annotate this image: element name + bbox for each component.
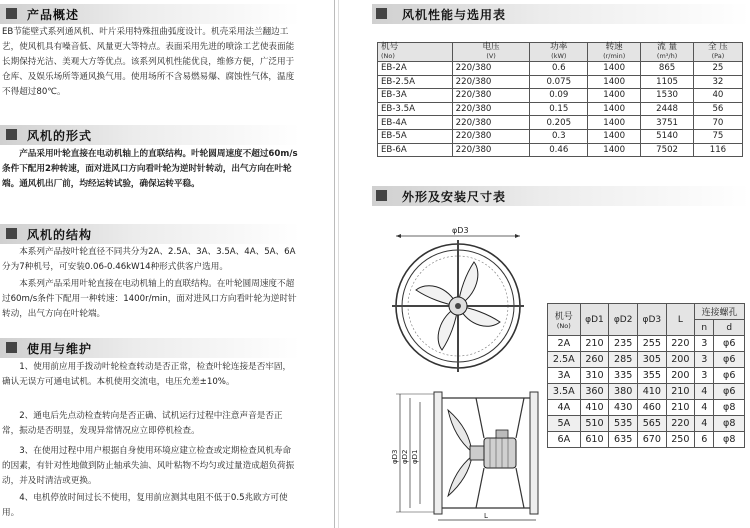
table-row: [548, 416, 745, 432]
table-cell: 355: [638, 368, 667, 384]
table-cell: 410: [638, 384, 667, 400]
table-row: [548, 384, 745, 400]
table-cell: 4A: [548, 400, 581, 416]
table-cell: 3: [695, 336, 714, 352]
table-cell: 3.5A: [548, 384, 581, 400]
table-cell: 7502: [641, 143, 694, 157]
table-cell: 200: [666, 352, 694, 368]
table-cell: 0.09: [530, 89, 588, 103]
table-cell: 6A: [548, 432, 581, 448]
table-row: [378, 102, 743, 116]
header-cell: 电压 (V): [452, 43, 530, 62]
section-title: 风机的结构: [27, 228, 93, 242]
table-cell: 260: [580, 352, 609, 368]
section-header-performance: [372, 4, 750, 24]
table-cell: φ6: [714, 336, 745, 352]
table-cell: 1400: [588, 143, 641, 157]
fan-side-view-diagram: [386, 380, 550, 526]
table-cell: 56: [693, 102, 742, 116]
table-cell: 0.075: [530, 75, 588, 89]
table-cell: 4: [695, 400, 714, 416]
table-cell: 2A: [548, 336, 581, 352]
table-cell: 1530: [641, 89, 694, 103]
table-cell: 635: [609, 432, 638, 448]
table-cell: φ6: [714, 368, 745, 384]
table-cell: 220/380: [452, 89, 530, 103]
section-header-structure: [0, 224, 300, 244]
section-title: 风机性能与选用表: [402, 8, 507, 22]
table-cell: 3: [695, 352, 714, 368]
table-cell: 1400: [588, 116, 641, 130]
table-cell: 220/380: [452, 102, 530, 116]
table-cell: 235: [609, 336, 638, 352]
table-row: [378, 143, 743, 157]
column-divider: [334, 0, 335, 528]
table-cell: 865: [641, 62, 694, 76]
table-cell: EB-2.5A: [378, 75, 453, 89]
form-paragraph: 产品采用叶轮直接在电动机轴上的直联结构。叶轮圆周速度不超过60m/s条件下配用2种转速，面对进风口方向看叶轮为逆时针转动，出气方向在叶轮端。通风机出厂前，均经运转试验，确保运转平稳。: [2, 149, 298, 189]
table-cell: 2448: [641, 102, 694, 116]
table-cell: 220/380: [452, 75, 530, 89]
table-cell: EB-2A: [378, 62, 453, 76]
header-cell: φD2: [609, 304, 638, 336]
section-header-dimensions: [372, 186, 750, 206]
table-cell: 430: [609, 400, 638, 416]
header-cell: L: [666, 304, 694, 336]
table-cell: EB-5A: [378, 129, 453, 143]
header-cell: n: [695, 320, 714, 336]
table-cell: 5A: [548, 416, 581, 432]
table-cell: 116: [693, 143, 742, 157]
table-cell: φ6: [714, 352, 745, 368]
maintenance-item-1: 1、使用前应用手拨动叶轮检查转动是否正常，检查叶轮连接是否牢固，确认无误方可通电试机。本机使用交流电，电压允差±10%。: [2, 362, 292, 387]
table-row: [378, 89, 743, 103]
d2-label: φD2: [401, 449, 409, 464]
table-cell: 70: [693, 116, 742, 130]
table-row: [548, 400, 745, 416]
table-cell: 6: [695, 432, 714, 448]
header-cell: φD1: [580, 304, 609, 336]
section-header-overview: [0, 4, 300, 24]
section-title: 风机的形式: [27, 129, 93, 143]
table-cell: 220/380: [452, 116, 530, 130]
header-cell: φD3: [638, 304, 667, 336]
section-title: 外形及安装尺寸表: [402, 190, 507, 204]
table-cell: 200: [666, 368, 694, 384]
table-cell: 220: [666, 336, 694, 352]
square-bullet-icon: [6, 8, 17, 19]
table-cell: 1400: [588, 102, 641, 116]
table-cell: 335: [609, 368, 638, 384]
dimension-header-row: [548, 304, 745, 320]
header-cell: 连接螺孔: [695, 304, 745, 320]
left-column: [0, 0, 300, 528]
section-title: 产品概述: [27, 8, 80, 22]
table-cell: 3: [695, 368, 714, 384]
table-cell: 75: [693, 129, 742, 143]
table-cell: 210: [666, 400, 694, 416]
table-cell: φ6: [714, 384, 745, 400]
table-cell: 40: [693, 89, 742, 103]
square-bullet-icon: [376, 8, 387, 19]
d3-top-label: φD3: [452, 226, 469, 235]
table-cell: 3A: [548, 368, 581, 384]
table-cell: 25: [693, 62, 742, 76]
right-column: [372, 0, 750, 528]
table-row: [548, 352, 745, 368]
table-cell: 210: [666, 384, 694, 400]
table-row: [548, 432, 745, 448]
table-cell: 250: [666, 432, 694, 448]
table-cell: φ8: [714, 432, 745, 448]
header-cell: 机号 (No): [378, 43, 453, 62]
d3-label: φD3: [391, 449, 399, 464]
table-cell: 32: [693, 75, 742, 89]
table-cell: 4: [695, 416, 714, 432]
table-cell: 380: [609, 384, 638, 400]
table-cell: EB-3A: [378, 89, 453, 103]
table-cell: 0.3: [530, 129, 588, 143]
overview-paragraph: EB节能壁式系列通风机、叶片采用特殊扭曲弧度设计。机壳采用法兰翻边工艺，使风机具有噪音低、风量更大等特点。表面采用先进的喷涂工艺使表面能长期保持光洁、美观大方等优点。该系列风机性能优良，维修方便，广泛用于仓库、及娱乐场所等通风换气用。使用场所不含易燃易爆、腐蚀性气体，温度不得超过80℃。: [2, 27, 295, 97]
table-cell: 510: [580, 416, 609, 432]
d1-label: φD1: [411, 449, 419, 464]
maintenance-item-2: 2、通电后先点动检查转向是否正确、试机运行过程中注意声音是否正常，振动是否明显，发现异常情况应立即停机检查。: [2, 411, 283, 436]
square-bullet-icon: [376, 190, 387, 201]
table-cell: 285: [609, 352, 638, 368]
header-cell: 全 压 (Pa): [693, 43, 742, 62]
header-cell: d: [714, 320, 745, 336]
section-header-maintenance: [0, 338, 300, 358]
table-cell: 210: [580, 336, 609, 352]
table-cell: 610: [580, 432, 609, 448]
table-cell: 220: [666, 416, 694, 432]
table-cell: 310: [580, 368, 609, 384]
table-cell: 1105: [641, 75, 694, 89]
table-cell: 4: [695, 384, 714, 400]
table-row: [378, 75, 743, 89]
header-cell: 转速 (r/min): [588, 43, 641, 62]
table-cell: 410: [580, 400, 609, 416]
table-cell: 255: [638, 336, 667, 352]
dimension-table: [547, 303, 745, 448]
square-bullet-icon: [6, 228, 17, 239]
section-header-form: [0, 125, 300, 145]
table-cell: EB-6A: [378, 143, 453, 157]
structure-paragraph-2: 本系列产品采用叶轮直接在电动机轴上的直联结构。在叶轮圆周速度不超过60m/s条件下配用一种转速：1400r/min，面对进风口方向看叶轮为逆时针转动，出气方向在叶轮端。: [2, 279, 297, 319]
l-label: L: [484, 512, 488, 520]
square-bullet-icon: [6, 342, 17, 353]
table-row: [378, 129, 743, 143]
fan-front-view-diagram: [386, 224, 530, 374]
table-cell: 1400: [588, 89, 641, 103]
table-cell: 0.15: [530, 102, 588, 116]
table-cell: 535: [609, 416, 638, 432]
table-cell: 220/380: [452, 129, 530, 143]
table-row: [548, 336, 745, 352]
table-cell: φ8: [714, 416, 745, 432]
table-cell: 670: [638, 432, 667, 448]
table-row: [548, 368, 745, 384]
maintenance-item-3: 3、在使用过程中用户根据自身使用环境应建立检查或定期检查风机寿命的因素，有针对性地做到防止轴承失油、风叶粘物不均匀或过量造成超负荷振动，并及时清洁或更换。: [2, 446, 295, 486]
table-cell: 460: [638, 400, 667, 416]
table-cell: EB-3.5A: [378, 102, 453, 116]
table-row: [378, 116, 743, 130]
header-cell: 功率 (kW): [530, 43, 588, 62]
table-cell: 220/380: [452, 143, 530, 157]
table-cell: 220/380: [452, 62, 530, 76]
table-cell: EB-4A: [378, 116, 453, 130]
table-cell: 565: [638, 416, 667, 432]
table-cell: 1400: [588, 75, 641, 89]
table-row: [378, 62, 743, 76]
table-cell: 0.6: [530, 62, 588, 76]
table-cell: 0.205: [530, 116, 588, 130]
table-cell: 1400: [588, 129, 641, 143]
structure-paragraph-1: 本系列产品按叶轮直径不同共分为2A、2.5A、3A、3.5A、4A、5A、6A分为7种机号，可安装0.06-0.46kW14种形式供客户选用。: [2, 247, 296, 272]
table-cell: 5140: [641, 129, 694, 143]
table-cell: 3751: [641, 116, 694, 130]
table-cell: 1400: [588, 62, 641, 76]
performance-header-row: [378, 43, 743, 62]
maintenance-item-4: 4、电机停放时间过长不使用，复用前应测其电阻不低于0.5兆欧方可使用。: [2, 493, 288, 518]
table-cell: 360: [580, 384, 609, 400]
header-cell: 机号 (No): [548, 304, 581, 336]
table-cell: 2.5A: [548, 352, 581, 368]
table-cell: φ8: [714, 400, 745, 416]
column-divider-shadow: [338, 0, 339, 528]
table-cell: 305: [638, 352, 667, 368]
table-cell: 0.46: [530, 143, 588, 157]
square-bullet-icon: [6, 129, 17, 140]
section-title: 使用与维护: [27, 342, 93, 356]
header-cell: 流 量 (m³/h): [641, 43, 694, 62]
performance-table: [377, 42, 743, 157]
